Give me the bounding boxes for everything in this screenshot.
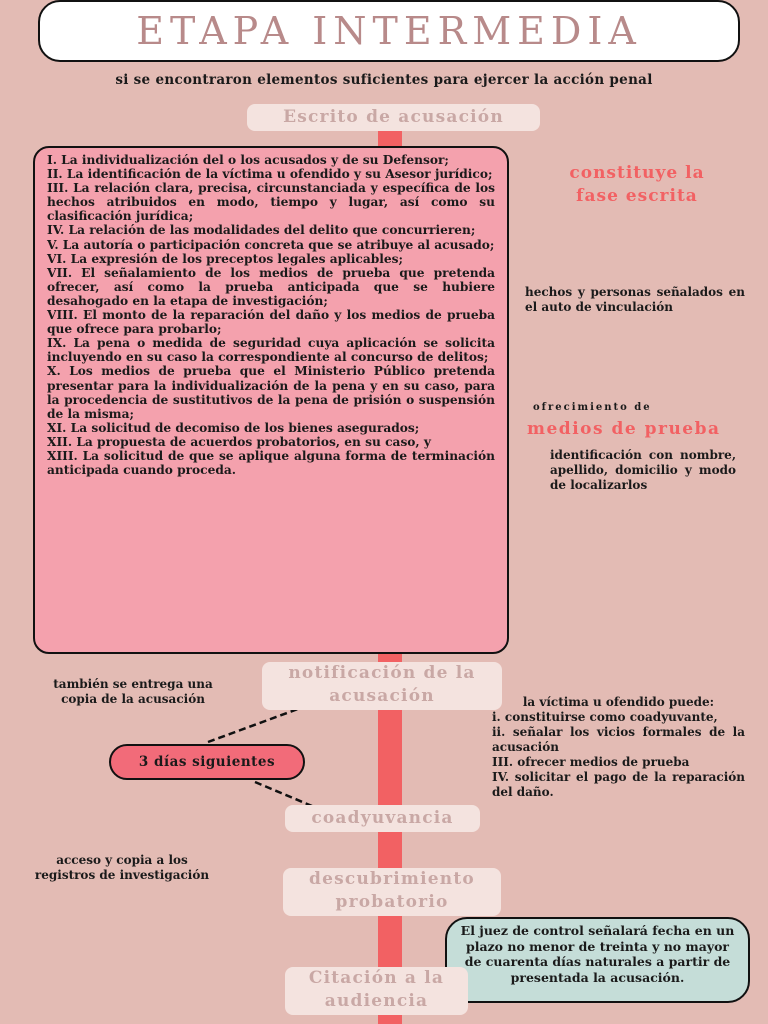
title-box — [38, 0, 740, 62]
subtitle: si se encontraron elementos suficientes para ejercer la acción penal — [115, 72, 653, 88]
connector-pill-to-notificacion — [208, 706, 306, 742]
requirement-item: VII. El señalamiento de los medios de prueba que pretenda ofrecer, así como la prueba anticipada que se hubiere desahogado en la etapa de investigación; — [47, 265, 495, 308]
requirement-item: X. Los medios de prueba que el Ministerio Público pretenda presentar para la individualización de la pena y en su caso, para la procedencia de sustitutivos de la pena de prisión o suspensión de la misma; — [47, 364, 495, 421]
victima-head: la víctima u ofendido puede: — [522, 695, 715, 709]
step-citacion — [285, 967, 468, 1015]
requirement-item: VIII. El monto de la reparación del daño y los medios de prueba que ofrece para probarlo; — [47, 308, 495, 337]
connector-pill-to-coadyuvancia — [255, 782, 312, 806]
requirement-item: IV. La relación de las modalidades del delito que concurrieren; — [47, 223, 476, 238]
notificacion-line-1: notificación de la — [288, 663, 476, 683]
step-descubrimiento — [283, 868, 501, 916]
medios-prueba-label: medios de prueba — [527, 419, 721, 439]
requirement-item: VI. La expresión de los preceptos legales aplicables; — [47, 251, 403, 266]
fase-escrita-label — [528, 162, 746, 208]
requirement-item: IX. La pena o medida de seguridad cuya aplicación se solicita incluyendo en su caso la correspondiente al concurso de delitos; — [47, 336, 495, 365]
victima-item: III. ofrecer medios de prueba — [492, 755, 690, 769]
identificacion-note: identificación con nombre, apellido, domicilio y modo de localizarlos — [550, 448, 736, 492]
hechos-note: hechos y personas señalados en el auto de vinculación — [525, 285, 745, 314]
notificacion-line-2: acusación — [329, 686, 435, 706]
step-escrito: Escrito de acusación — [247, 104, 540, 131]
requirement-item: XIII. La solicitud de que se aplique alguna forma de terminación anticipada cuando proceda. — [47, 448, 495, 478]
step-coadyuvancia: coadyuvancia — [285, 805, 480, 832]
acceso-note: acceso y copia a los registros de investigación — [34, 853, 210, 882]
copia-note: también se entrega una copia de la acusación — [53, 677, 213, 706]
victima-note — [492, 695, 745, 800]
citacion-line-2: audiencia — [324, 991, 429, 1011]
requirement-item: III. La relación clara, precisa, circunstanciada y específica de los hechos atribuidos en modo, tiempo y lugar, así como su clasificación jurídica; — [47, 181, 495, 224]
requirement-item: XI. La solicitud de decomiso de los bienes asegurados; — [47, 420, 420, 435]
victima-item: IV. solicitar el pago de la reparación del daño. — [492, 770, 745, 799]
requirements-box — [33, 146, 509, 654]
victima-item: ii. señalar los vicios formales de la acusación — [492, 725, 745, 754]
requirement-item: XII. La propuesta de acuerdos probatorios, en su caso, y — [47, 434, 431, 449]
ofrecimiento-label: ofrecimiento de — [533, 402, 652, 413]
requirement-item: V. La autoría o participación concreta que se atribuye al acusado; — [47, 237, 495, 252]
victima-item: i. constituirse como coadyuvante, — [492, 710, 718, 724]
step-notificacion — [262, 662, 502, 710]
requirement-item: II. La identificación de la víctima u ofendido y su Asesor jurídico; — [47, 167, 493, 182]
citacion-line-1: Citación a la — [308, 968, 445, 988]
requirement-item: I. La individualización del o los acusados y de su Defensor; — [47, 153, 449, 167]
fase-line-1: constituye la — [569, 163, 705, 183]
fase-line-2: fase escrita — [576, 186, 698, 206]
tres-dias-pill: 3 días siguientes — [109, 744, 305, 780]
juez-box: El juez de control señalará fecha en un plazo no menor de treinta y no mayor de cuarenta días naturales a partir de presentada la acusación. — [445, 917, 750, 1003]
descubrimiento-line-1: descubrimiento — [309, 869, 475, 889]
page-title: ETAPA INTERMEDIA — [136, 9, 642, 53]
descubrimiento-line-2: probatorio — [335, 892, 449, 912]
